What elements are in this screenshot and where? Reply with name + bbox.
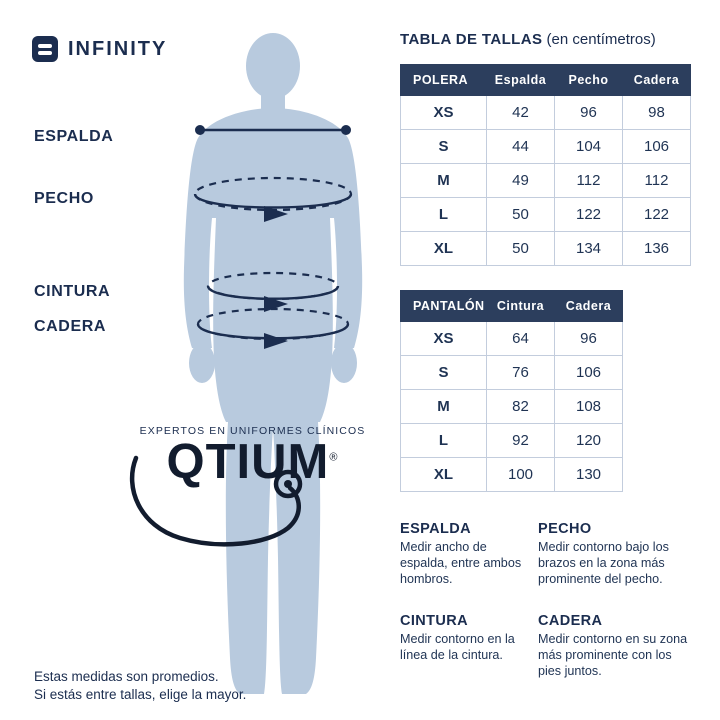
measure-label-cadera: CADERA [34,318,107,335]
table-row [401,198,691,232]
cell-espalda: 50 [487,232,555,266]
cell-size: L [401,424,487,458]
cell-size: XL [401,458,487,492]
table-header-row [401,65,691,96]
cell-cadera: 136 [623,232,691,266]
cell-pecho: 104 [555,130,623,164]
cell-espalda: 42 [487,96,555,130]
measure-label-espalda: ESPALDA [34,128,114,145]
cell-cadera: 120 [555,424,623,458]
column-header-espalda: Espalda [487,65,555,96]
column-header-polera: POLERA [401,65,487,96]
table-row [401,322,623,356]
qtium-word-text: QTIUM [166,435,330,489]
column-header-cadera: Cadera [555,291,623,322]
table-row [401,458,623,492]
cell-size: M [401,390,487,424]
cell-size: S [401,130,487,164]
cell-pecho: 112 [555,164,623,198]
cell-espalda: 50 [487,198,555,232]
cell-cadera: 130 [555,458,623,492]
footnote-line-2: Si estás entre tallas, elige la mayor. [34,687,247,703]
cell-cadera: 112 [623,164,691,198]
cell-cadera: 98 [623,96,691,130]
cell-size: XS [401,322,487,356]
footnote-line-1: Estas medidas son promedios. [34,669,219,684]
cell-cadera: 106 [623,130,691,164]
instruction-text-cintura: Medir contorno en la línea de la cintura. [400,632,515,663]
measure-label-pecho: PECHO [34,190,94,207]
instruction-title-cintura: CINTURA [400,613,469,629]
body-figure-illustration [168,18,378,713]
table-row [401,232,691,266]
cell-cintura: 64 [487,322,555,356]
table-row [401,390,623,424]
instruction-text-pecho: Medir contorno bajo los brazos en la zona más prominente del pecho. [538,540,669,587]
cell-cadera: 108 [555,390,623,424]
cell-cintura: 100 [487,458,555,492]
infinity-logo-icon [32,36,58,62]
column-header-cintura: Cintura [487,291,555,322]
cell-size: L [401,198,487,232]
cell-cadera: 96 [555,322,623,356]
registered-mark: ® [329,451,339,464]
page-title-main: TABLA DE TALLAS [400,31,543,48]
cell-size: XL [401,232,487,266]
instruction-cadera [538,613,698,679]
table-polera [400,64,691,266]
instruction-title-pecho: PECHO [538,521,592,537]
footnote [34,668,246,704]
instruction-cintura [400,613,528,663]
cell-espalda: 49 [487,164,555,198]
qtium-logo [120,425,385,489]
cell-espalda: 44 [487,130,555,164]
table-row [401,96,691,130]
instruction-text-espalda: Medir ancho de espalda, entre ambos hombros. [400,540,522,587]
table-header-row [401,291,623,322]
cell-cintura: 76 [487,356,555,390]
column-header-pantalon: PANTALÓN [401,291,487,322]
instruction-title-espalda: ESPALDA [400,521,472,537]
column-header-cadera: Cadera [623,65,691,96]
table-row [401,130,691,164]
instruction-pecho [538,521,698,587]
cell-pecho: 134 [555,232,623,266]
brand-name: INFINITY [68,37,168,60]
cell-pecho: 122 [555,198,623,232]
cell-size: S [401,356,487,390]
table-row [401,424,623,458]
cell-cadera: 122 [623,198,691,232]
page-title-unit: (en centímetros) [542,31,656,48]
cell-cadera: 106 [555,356,623,390]
brand-logo [32,36,167,62]
instruction-espalda [400,521,528,587]
cell-size: XS [401,96,487,130]
page-title [400,31,656,48]
table-row [401,164,691,198]
instruction-text-cadera: Medir contorno en su zona más prominente con los pies juntos. [538,632,688,679]
column-header-pecho: Pecho [555,65,623,96]
qtium-tagline: EXPERTOS EN UNIFORMES CLÍNICOS [139,425,366,437]
table-pantalon [400,290,623,492]
cell-size: M [401,164,487,198]
cell-cintura: 92 [487,424,555,458]
qtium-wordmark [120,435,385,489]
cell-cintura: 82 [487,390,555,424]
instruction-title-cadera: CADERA [538,613,603,629]
measure-label-cintura: CINTURA [34,283,111,300]
cell-pecho: 96 [555,96,623,130]
table-row [401,356,623,390]
